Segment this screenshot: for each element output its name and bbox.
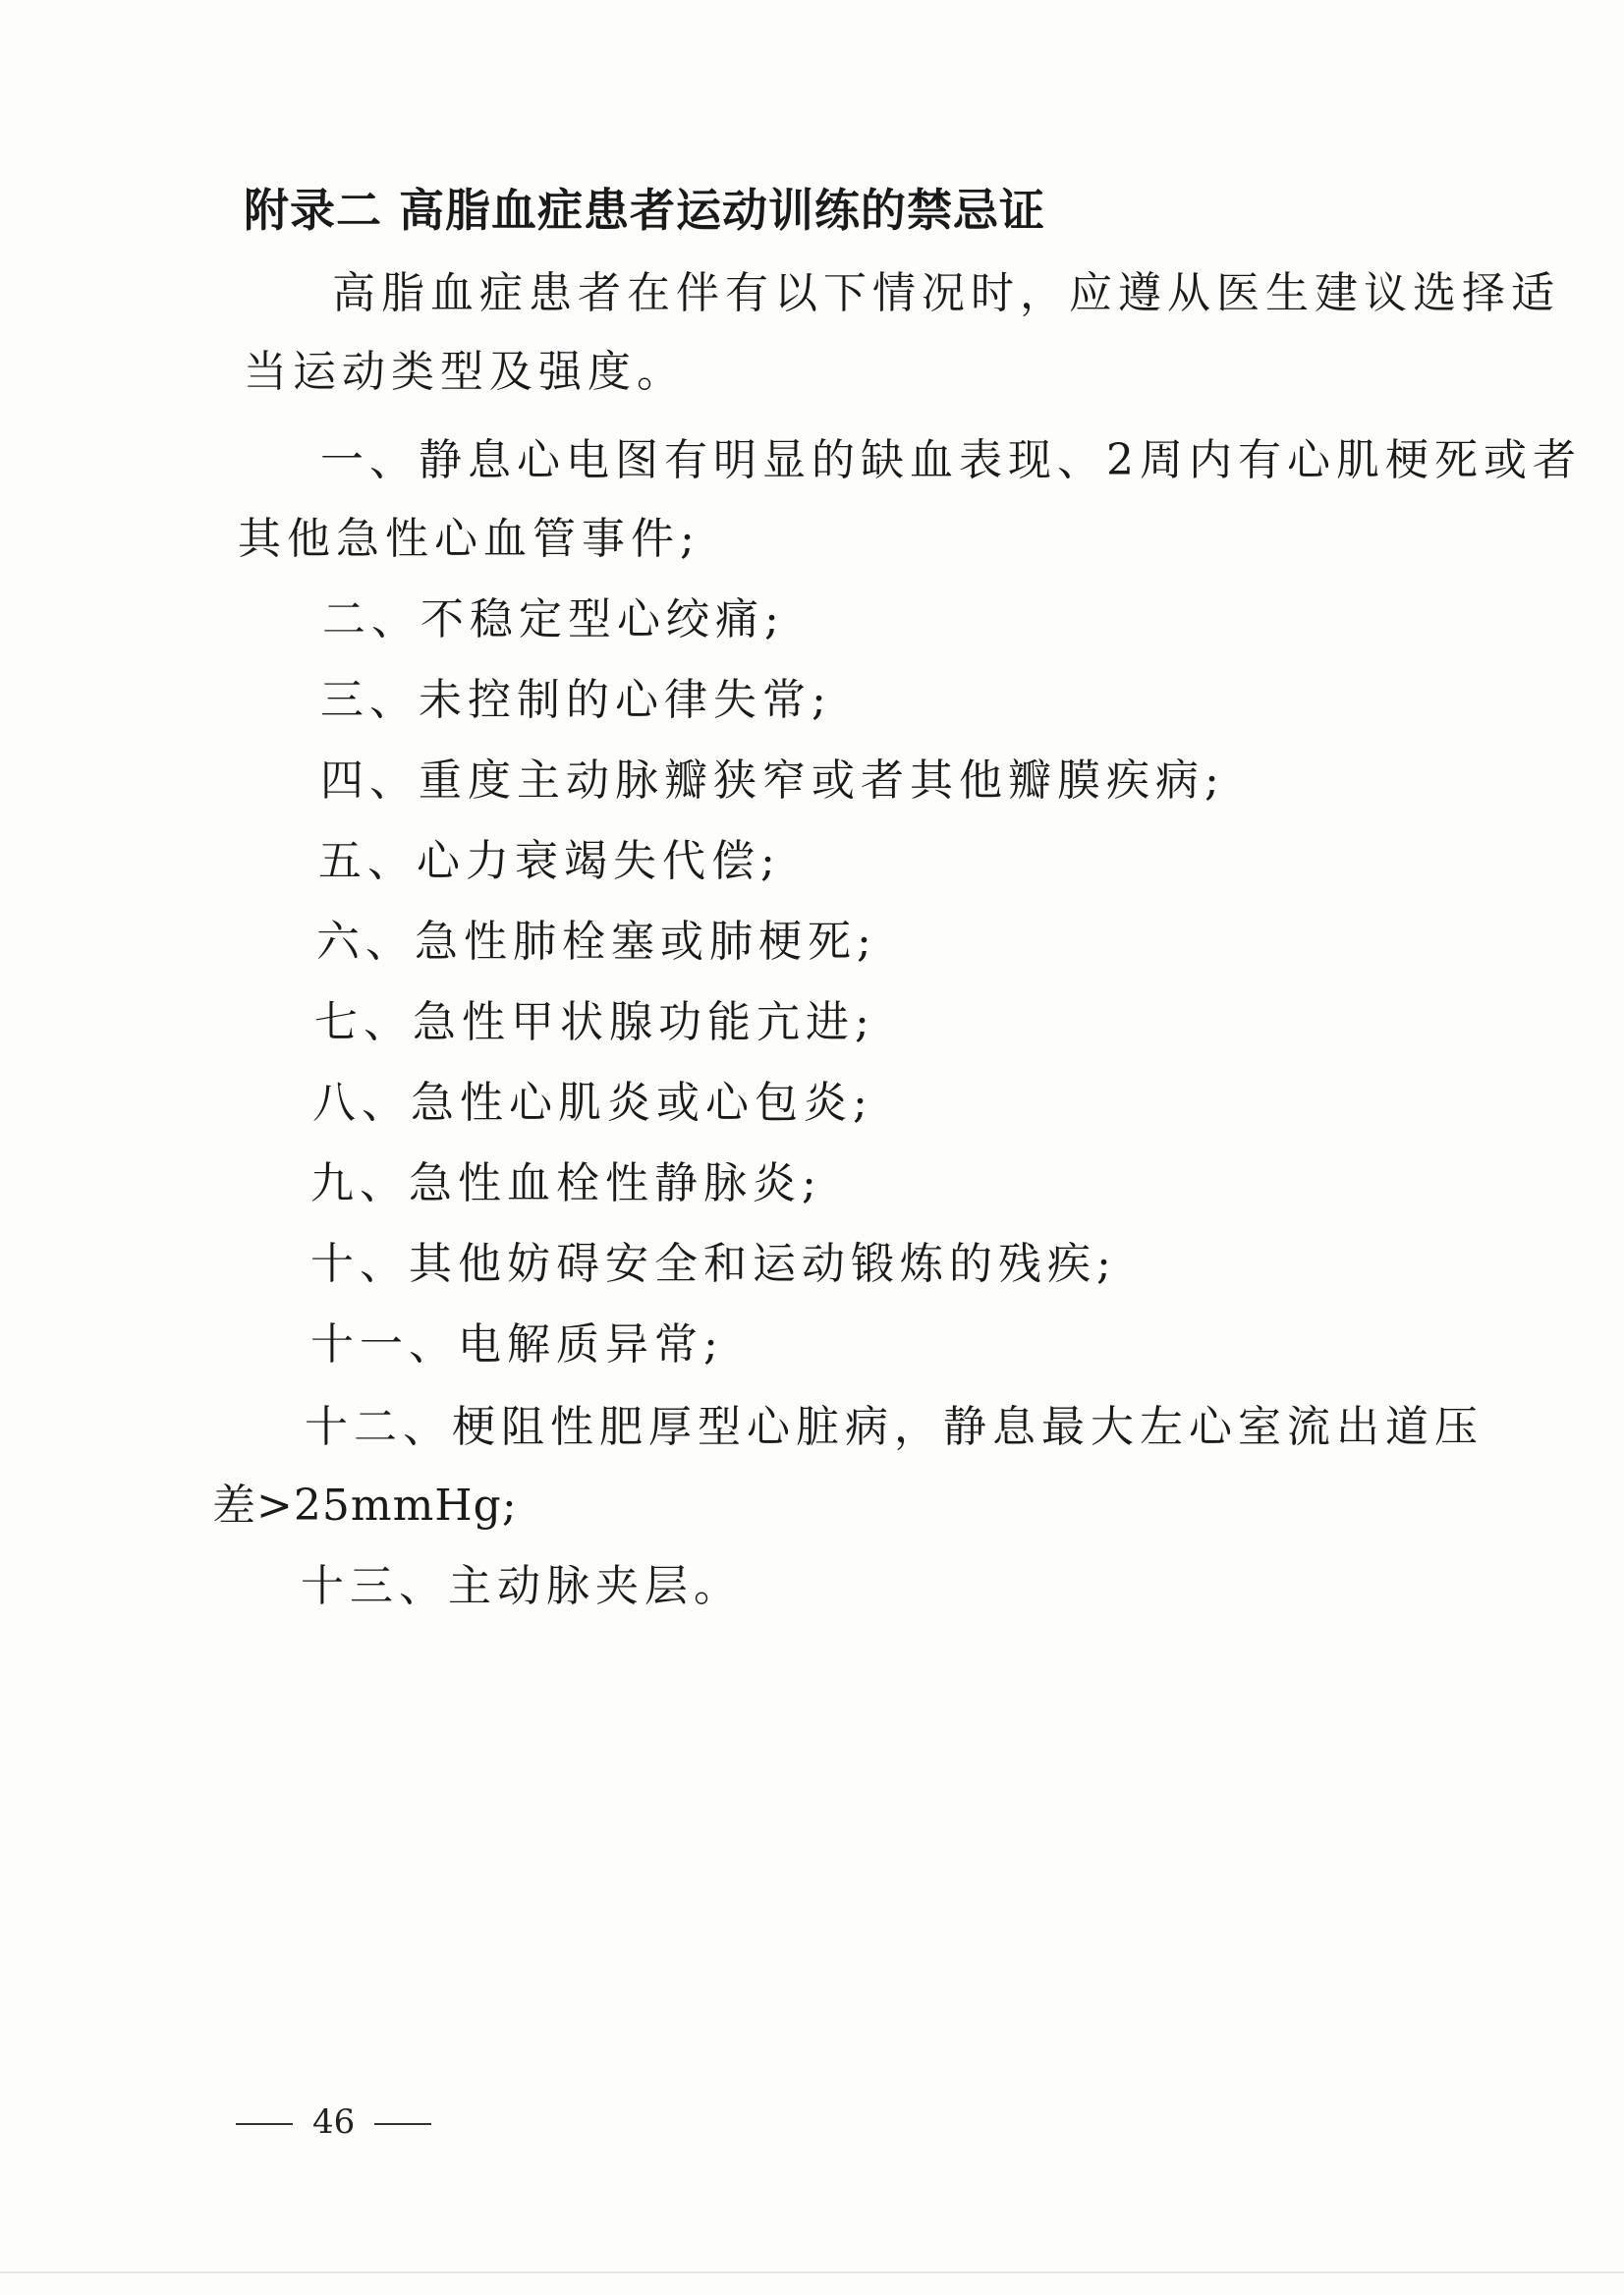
item-8: 八、急性心肌炎或心包炎; xyxy=(312,1078,873,1128)
scan-bottom-edge xyxy=(0,2271,1624,2273)
item-10: 十、其他妨碍安全和运动锻炼的残疾; xyxy=(310,1239,1117,1289)
item-4: 四、重度主动脉瓣狭窄或者其他瓣膜疾病; xyxy=(320,756,1225,806)
page-number-dash-right xyxy=(374,2123,431,2125)
item-1-line-1: 一、静息心电图有明显的缺血表现、2周内有心肌梗死或者 xyxy=(320,435,1582,485)
item-12-line-2: 差>25mmHg; xyxy=(212,1481,518,1531)
item-3: 三、未控制的心律失常; xyxy=(320,675,832,725)
item-7: 七、急性甲状腺功能亢进; xyxy=(314,997,875,1047)
item-12-line-1: 十二、梗阻性肥厚型心脏病，静息最大左心室流出道压 xyxy=(305,1402,1484,1452)
item-13: 十三、主动脉夹层。 xyxy=(301,1561,743,1611)
appendix-heading: 附录二 高脂血症患者运动训练的禁忌证 xyxy=(244,184,1046,237)
page-number xyxy=(236,2102,431,2142)
page-number-dash-left xyxy=(236,2123,293,2125)
item-9: 九、急性血栓性静脉炎; xyxy=(310,1158,822,1208)
intro-line-1: 高脂血症患者在伴有以下情况时，应遵从医生建议选择适 xyxy=(332,268,1560,318)
intro-line-2: 当运动类型及强度。 xyxy=(244,347,686,397)
page-number-value: 46 xyxy=(312,2102,356,2142)
item-1-line-2: 其他急性心血管事件; xyxy=(238,514,700,564)
item-6: 六、急性肺栓塞或肺梗死; xyxy=(316,917,877,967)
item-11: 十一、电解质异常; xyxy=(310,1319,724,1370)
item-5: 五、心力衰竭失代偿; xyxy=(318,836,781,886)
item-2: 二、不稳定型心绞痛; xyxy=(322,594,785,644)
